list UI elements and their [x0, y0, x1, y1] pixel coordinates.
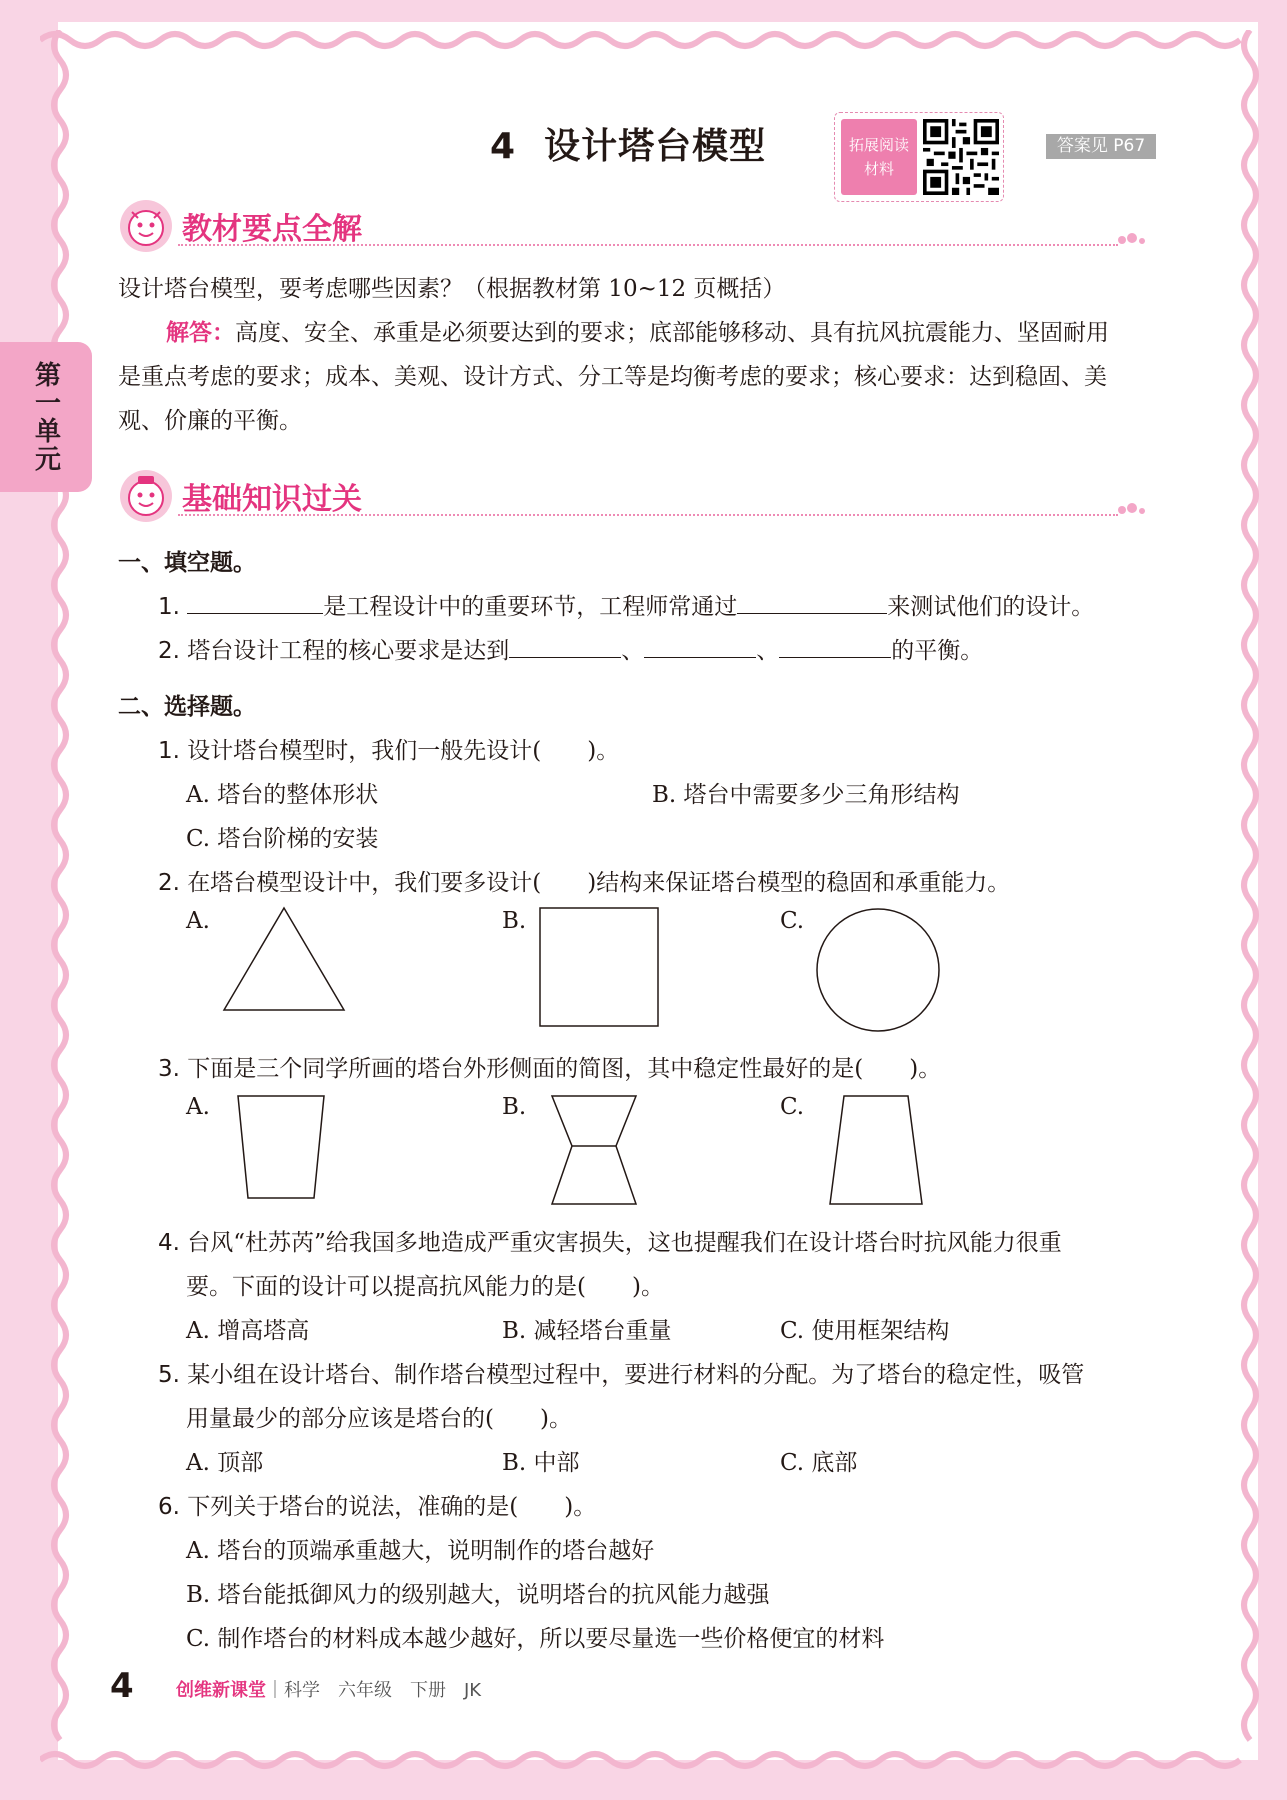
q3-option-a-label[interactable]: A. — [186, 1094, 210, 1120]
lesson-title: 设计塔台模型 — [544, 126, 767, 167]
square-shape[interactable] — [538, 906, 660, 1028]
q6-option-a[interactable]: A. 塔台的顶端承重越大，说明制作的塔台越好 — [186, 1538, 655, 1564]
extension-reading-label[interactable]: 拓展阅读材料 — [841, 119, 917, 195]
hourglass-shape[interactable] — [550, 1094, 638, 1206]
q5-option-c[interactable]: C. 底部 — [780, 1450, 858, 1476]
answer-blank[interactable] — [737, 591, 887, 614]
choice-question-2: 2. 在塔台模型设计中，我们要多设计( )结构来保证塔台模型的稳固和承重能力。 — [158, 870, 1011, 896]
footer-info: 创维新课堂｜科学 六年级 下册 JK — [176, 1680, 482, 1701]
choice-heading: 二、选择题。 — [118, 694, 256, 720]
mascot-icon — [118, 468, 174, 524]
q5-option-b[interactable]: B. 中部 — [502, 1450, 580, 1476]
choice-question-3: 3. 下面是三个同学所画的塔台外形侧面的简图，其中稳定性最好的是( )。 — [158, 1056, 942, 1082]
lesson-number: 4 — [490, 126, 517, 167]
answer-blank[interactable] — [187, 591, 323, 614]
section-heading-text: 基础知识过关 — [182, 482, 362, 517]
answer-line-1: 解答：高度、安全、承重是必须要达到的要求；底部能够移动、具有抗风抗震能力、坚固耐用 — [166, 320, 1109, 346]
answer-blank[interactable] — [779, 635, 891, 658]
q6-option-c[interactable]: C. 制作塔台的材料成本越少越好，所以要尽量选一些价格便宜的材料 — [186, 1626, 885, 1652]
answer-blank[interactable] — [644, 635, 756, 658]
q3-option-c-label[interactable]: C. — [780, 1094, 805, 1120]
choice-question-1: 1. 设计塔台模型时，我们一般先设计( )。 — [158, 738, 620, 764]
answer-label: 解答： — [166, 320, 235, 346]
q2-option-b-label[interactable]: B. — [502, 908, 527, 934]
q3-option-b-label[interactable]: B. — [502, 1094, 527, 1120]
answer-reference-tag[interactable]: 答案见 P67 — [1046, 134, 1156, 159]
answer-blank[interactable] — [509, 635, 621, 658]
choice-question-4-line-1: 4. 台风“杜苏芮”给我国多地造成严重灾害损失，这也提醒我们在设计塔台时抗风能力很重 — [158, 1230, 1062, 1256]
mascot-icon — [118, 198, 174, 254]
unit-tab[interactable] — [0, 342, 92, 492]
fill-question-1: 1. 是工程设计中的重要环节，工程师常通过 来测试他们的设计。 — [158, 588, 1094, 621]
section-divider — [178, 244, 1118, 246]
q4-option-c[interactable]: C. 使用框架结构 — [780, 1318, 950, 1344]
page-number: 4 — [110, 1666, 134, 1706]
section-heading-key-points — [118, 196, 1158, 256]
choice-question-5-line-2: 用量最少的部分应该是塔台的( )。 — [186, 1406, 572, 1432]
answer-line-2: 是重点考虑的要求；成本、美观、设计方式、分工等是均衡考虑的要求；核心要求：达到稳固、美 — [118, 364, 1107, 390]
section-heading-basics — [118, 466, 1158, 526]
page-title — [490, 118, 766, 169]
q2-option-c-label[interactable]: C. — [780, 908, 805, 934]
extension-reading-box[interactable] — [834, 112, 1004, 202]
q6-option-b[interactable]: B. 塔台能抵御风力的级别越大，说明塔台的抗风能力越强 — [186, 1582, 770, 1608]
section-divider — [178, 514, 1118, 516]
trapezoid-shape[interactable] — [828, 1094, 924, 1206]
heart-deco-icon — [1114, 230, 1154, 250]
fill-blank-heading: 一、填空题。 — [118, 550, 256, 576]
qr-code-icon[interactable] — [923, 119, 999, 195]
section-heading-text: 教材要点全解 — [182, 212, 362, 247]
circle-shape[interactable] — [814, 906, 942, 1034]
fill-question-2: 2. 塔台设计工程的核心要求是达到 、 、 的平衡。 — [158, 632, 983, 665]
q4-option-b[interactable]: B. 减轻塔台重量 — [502, 1318, 672, 1344]
choice-question-6: 6. 下列关于塔台的说法，准确的是( )。 — [158, 1494, 597, 1520]
choice-question-4-line-2: 要。下面的设计可以提高抗风能力的是( )。 — [186, 1274, 664, 1300]
q1-option-c[interactable]: C. 塔台阶梯的安装 — [186, 826, 379, 852]
q5-option-a[interactable]: A. 顶部 — [186, 1450, 264, 1476]
heart-deco-icon — [1114, 500, 1154, 520]
triangle-shape[interactable] — [222, 906, 346, 1014]
choice-question-5-line-1: 5. 某小组在设计塔台、制作塔台模型过程中，要进行材料的分配。为了塔台的稳定性，吸管 — [158, 1362, 1085, 1388]
q1-option-a[interactable]: A. 塔台的整体形状 — [186, 782, 379, 808]
q1-option-b[interactable]: B. 塔台中需要多少三角形结构 — [652, 782, 960, 808]
key-question: 设计塔台模型，要考虑哪些因素？（根据教材第 10~12 页概括） — [118, 276, 786, 302]
unit-tab-label: 第一单元 — [30, 361, 61, 473]
answer-line-3: 观、价廉的平衡。 — [118, 408, 302, 434]
inverted-trapezoid-shape[interactable] — [236, 1094, 326, 1202]
q4-option-a[interactable]: A. 增高塔高 — [186, 1318, 310, 1344]
q2-option-a-label[interactable]: A. — [186, 908, 210, 934]
brand-name: 创维新课堂 — [176, 1680, 266, 1701]
